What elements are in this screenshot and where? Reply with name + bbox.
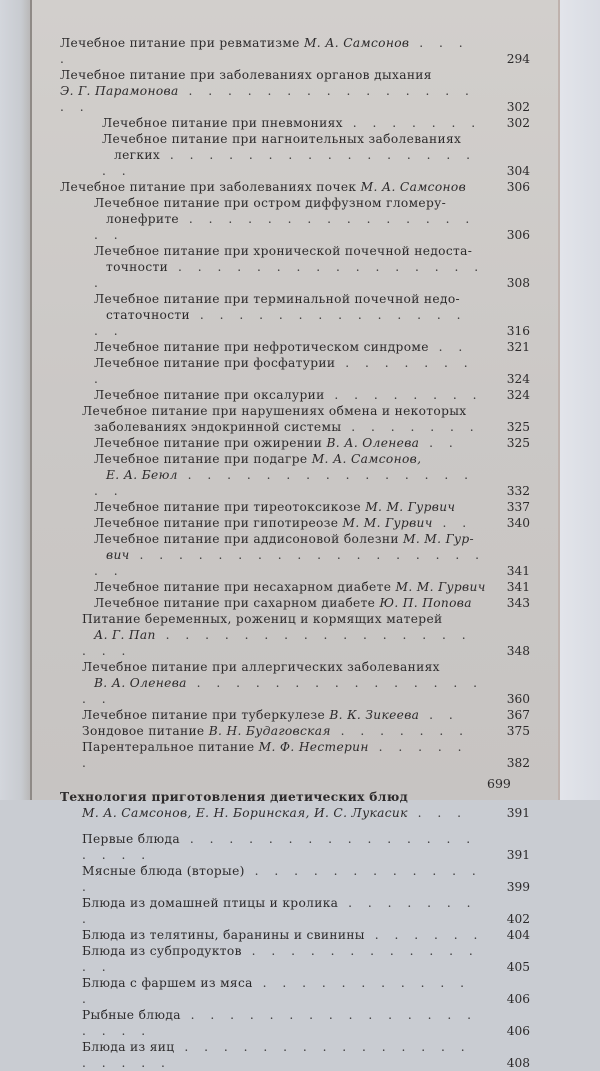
- section-heading: Технология приготовления диетических блюд: [60, 790, 409, 804]
- toc-entry: [60, 35, 530, 67]
- entry-title: Лечебное питание при нагноительных заболеваниях: [102, 132, 462, 146]
- leader-dots: . .: [432, 516, 473, 530]
- entry-page-number: 332: [506, 484, 530, 498]
- toc-entry: [60, 831, 530, 863]
- toc-entry: [60, 451, 530, 499]
- leader-dots: . . . . . . .: [342, 116, 482, 130]
- leader-dots: . . . . . . . . . . . . . . . . .: [94, 468, 475, 498]
- entry-title: Лечебное питание при гипотиреозе: [94, 516, 343, 530]
- entry-author: М. М. Гурвич: [342, 516, 433, 530]
- toc-entry: [60, 659, 530, 707]
- entry-page-number: 404: [506, 928, 530, 942]
- leader-dots: . . . . . .: [82, 740, 468, 770]
- entry-title: Блюда из телятины, баранины и свинины: [82, 928, 365, 942]
- entry-title-continuation: точности: [106, 260, 169, 274]
- toc-entry: [60, 179, 530, 195]
- entry-author: М. М. Гурвич: [365, 500, 456, 514]
- table-of-contents: [60, 35, 530, 1071]
- entry-page-number: 302: [506, 116, 530, 130]
- entry-page-number: 294: [506, 52, 530, 66]
- entry-title-continuation: лонефрите: [106, 212, 179, 226]
- entry-author: В. К. Зикеева: [329, 708, 420, 722]
- entry-page-number: 321: [506, 340, 530, 354]
- section-authors-entry: [60, 805, 530, 821]
- entry-page-number: 391: [506, 848, 530, 862]
- leader-dots: . . . . . . . .: [82, 896, 477, 926]
- entry-page-number: 406: [506, 1024, 530, 1038]
- entry-author: М. М. Гурвич: [395, 580, 486, 594]
- background-right-surface: [560, 0, 600, 800]
- toc-entry: [60, 579, 530, 595]
- toc-entry: [60, 975, 530, 1007]
- background-left-stack: [0, 0, 30, 800]
- entry-page-number: 399: [506, 880, 530, 894]
- entry-page-number: 405: [506, 960, 530, 974]
- toc-entry: [60, 895, 530, 927]
- leader-dots: . . . . . . . . . . . . . . . . . . . .: [94, 548, 486, 578]
- leader-dots: . . . .: [60, 36, 469, 66]
- entry-title: Мясные блюда (вторые): [82, 864, 245, 878]
- entry-page-number: 324: [506, 372, 530, 386]
- entry-title: Лечебное питание при аллергических заболеваниях: [82, 660, 440, 674]
- leader-dots: . . . . . . . . . . . . .: [82, 864, 482, 894]
- toc-entry: [60, 707, 530, 723]
- leader-dots: . . . . . . . . . . . . . . . .: [94, 308, 467, 338]
- toc-entry: [60, 943, 530, 975]
- entry-page-number: 367: [506, 708, 530, 722]
- leader-dots: . . . . . . . . . . . . . . . . .: [94, 260, 485, 290]
- entry-title: Лечебное питание при заболеваниях органов дыхания: [60, 68, 432, 82]
- leader-dots: . . . . . . . . . . . . . . . . .: [60, 84, 475, 114]
- entry-title: Лечебное питание при тиреотоксикозе: [94, 500, 366, 514]
- leader-dots: . . . . . . . . . . . . . . . . . . .: [82, 628, 472, 658]
- entry-page-number: 341: [506, 580, 530, 594]
- toc-entry: [60, 243, 530, 291]
- entry-page-number: 391: [506, 806, 530, 820]
- toc-entry: [60, 115, 530, 131]
- entry-page-number: 340: [506, 516, 530, 530]
- toc-entry: [60, 595, 530, 611]
- entry-title: Лечебное питание при хронической почечной недоста-: [94, 244, 473, 258]
- entry-page-number: 375: [506, 724, 530, 738]
- toc-entry: [60, 531, 530, 579]
- leader-dots: . . . . . . . . . . . . . . . . .: [82, 676, 484, 706]
- toc-entry: [60, 403, 530, 435]
- leader-dots: . . . . . . . . . . . . . .: [82, 944, 479, 974]
- entry-page-number: 360: [506, 692, 530, 706]
- toc-entry: [60, 611, 530, 659]
- entry-page-number: 348: [506, 644, 530, 658]
- leader-dots: . . . . . . . . . . . .: [82, 976, 470, 1006]
- leader-dots: . . . . . . . . . . . . . . . . . . .: [82, 832, 477, 862]
- toc-entry: [60, 927, 530, 943]
- toc-entry: [60, 291, 530, 339]
- leader-dots: . . . . . . . . . . . . . . . . . . . .: [82, 1040, 471, 1070]
- footer-page-number: 699: [487, 776, 511, 791]
- entry-page-number: 337: [506, 500, 530, 514]
- entry-author-continuation: Е. А. Беюл: [106, 468, 178, 482]
- toc-entry: [60, 67, 530, 115]
- entry-title: Первые блюда: [82, 832, 180, 846]
- entry-page-number: 406: [506, 992, 530, 1006]
- leader-dots: . .: [419, 708, 459, 722]
- entry-title: Лечебное питание при нарушениях обмена и некоторых: [82, 404, 467, 418]
- leader-dots: . . . . . . . . . . . . . . . . . .: [102, 148, 477, 178]
- entry-author: В. Н. Будаговская: [208, 724, 331, 738]
- entry-title: Лечебное питание при туберкулезе: [82, 708, 330, 722]
- toc-entry: [60, 339, 530, 355]
- entry-title: Рыбные блюда: [82, 1008, 181, 1022]
- entry-author: М. Ф. Нестерин: [258, 740, 369, 754]
- entry-title: Лечебное питание при остром диффузном гломеру-: [94, 196, 447, 210]
- entry-author-continuation: вич: [106, 548, 130, 562]
- book-page: [30, 0, 560, 1070]
- entry-title: Лечебное питание при аддисоновой болезни: [94, 532, 404, 546]
- entry-title: Блюда из домашней птицы и кролика: [82, 896, 339, 910]
- toc-entry: [60, 195, 530, 243]
- entry-page-number: 302: [506, 100, 530, 114]
- toc-entry: [60, 1007, 530, 1039]
- entry-author: В. А. Оленева: [94, 676, 187, 690]
- entry-title: Блюда с фаршем из мяса: [82, 976, 253, 990]
- entry-title: Блюда из яиц: [82, 1040, 175, 1054]
- leader-dots: . . . . . . .: [330, 724, 470, 738]
- leader-dots: . . . . . . . . . . . . . . . . .: [94, 212, 476, 242]
- entry-page-number: 306: [506, 180, 530, 194]
- entry-page-number: 341: [506, 564, 530, 578]
- toc-entry: [60, 387, 530, 403]
- entry-title: Лечебное питание при сахарном диабете: [94, 596, 380, 610]
- entry-title: Лечебное питание при ожирении: [94, 436, 327, 450]
- entry-page-number: 408: [506, 1056, 530, 1070]
- toc-entry: [60, 723, 530, 739]
- entry-title: Лечебное питание при заболеваниях почек: [60, 180, 361, 194]
- entry-title-continuation: заболеваниях эндокринной системы: [94, 420, 342, 434]
- entry-page-number: 382: [506, 756, 530, 770]
- entry-title-continuation: легких: [114, 148, 161, 162]
- entry-title: Лечебное питание при терминальной почечной недо-: [94, 292, 460, 306]
- entry-title-continuation: статочности: [106, 308, 190, 322]
- toc-entry: [60, 1039, 530, 1071]
- toc-entry: [60, 499, 530, 515]
- entry-page-number: 308: [506, 276, 530, 290]
- entry-page-number: 325: [506, 436, 530, 450]
- entry-author: В. А. Оленева: [326, 436, 420, 450]
- section-authors: М. А. Самсонов, Е. Н. Боринская, И. С. Лукасик: [82, 806, 408, 820]
- entry-author: М. М. Гур-: [403, 532, 475, 546]
- entry-page-number: 325: [506, 420, 530, 434]
- entry-author: Э. Г. Парамонова: [60, 84, 179, 98]
- leader-dots: . . . . . . . .: [324, 388, 483, 402]
- toc-entry: [60, 739, 530, 771]
- entry-title: Питание беременных, рожениц и кормящих матерей: [82, 612, 443, 626]
- toc-entry: [60, 131, 530, 179]
- entry-page-number: 343: [506, 596, 530, 610]
- entry-author: М. А. Самсонов,: [311, 452, 422, 466]
- entry-author: Ю. П. Попова: [379, 596, 472, 610]
- entry-page-number: 304: [506, 164, 530, 178]
- entry-title: Лечебное питание при пневмониях: [102, 116, 343, 130]
- entry-title: Зондовое питание: [82, 724, 209, 738]
- entry-title: Лечебное питание при ревматизме: [60, 36, 304, 50]
- entry-page-number: 324: [506, 388, 530, 402]
- entry-title: Лечебное питание при несахарном диабете: [94, 580, 396, 594]
- leader-dots: . . . . . .: [364, 928, 484, 942]
- toc-entry: [60, 515, 530, 531]
- entry-title: Парентеральное питание: [82, 740, 259, 754]
- toc-entry: [60, 863, 530, 895]
- leader-dots: . .: [419, 436, 459, 450]
- entry-author: А. Г. Пап: [94, 628, 156, 642]
- leader-dots: . . . . . . .: [341, 420, 480, 434]
- entry-title: Блюда из субпродуктов: [82, 944, 242, 958]
- entry-author: М. А. Самсонов: [360, 180, 467, 194]
- entry-author: М. А. Самсонов: [303, 36, 410, 50]
- spacer: [60, 821, 530, 831]
- toc-entry: [60, 435, 530, 451]
- entry-page-number: 402: [506, 912, 530, 926]
- leader-dots: . . . . . . . .: [94, 356, 474, 386]
- entry-page-number: 306: [506, 228, 530, 242]
- entry-title: Лечебное питание при нефротическом синдроме: [94, 340, 429, 354]
- entry-page-number: 316: [506, 324, 530, 338]
- entry-title: Лечебное питание при подагре: [94, 452, 312, 466]
- entry-title: Лечебное питание при оксалурии: [94, 388, 325, 402]
- entry-title: Лечебное питание при фосфатурии: [94, 356, 336, 370]
- leader-dots: . .: [428, 340, 469, 354]
- toc-entry: [60, 355, 530, 387]
- leader-dots: . . . . . . . . . . . . . . . . . . .: [82, 1008, 478, 1038]
- leader-dots: . . .: [407, 806, 467, 820]
